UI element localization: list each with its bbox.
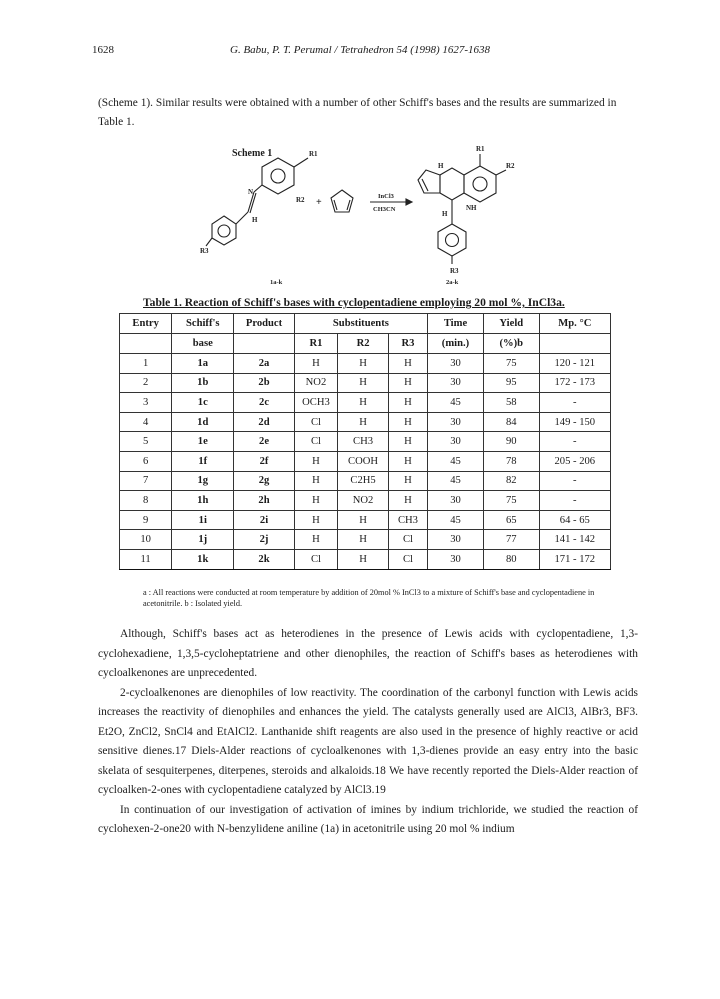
product-r3-label: R3 bbox=[450, 267, 459, 275]
table-row bbox=[120, 471, 611, 491]
cell-r3: H bbox=[388, 451, 427, 471]
cell-time: 45 bbox=[428, 451, 484, 471]
cell-mp: - bbox=[539, 491, 610, 511]
cell-r2: C2H5 bbox=[338, 471, 389, 491]
cell-yield: 58 bbox=[483, 393, 539, 413]
table-row bbox=[120, 510, 611, 530]
cell-yield: 75 bbox=[483, 354, 539, 374]
cell-time: 45 bbox=[428, 510, 484, 530]
cell-product: 2c bbox=[234, 393, 294, 413]
plus-sign: + bbox=[316, 197, 322, 208]
cell-r1: NO2 bbox=[294, 373, 337, 393]
table-row bbox=[120, 432, 611, 452]
product-h-label: H bbox=[438, 162, 444, 170]
cell-r1: H bbox=[294, 491, 337, 511]
cell-r1: OCH3 bbox=[294, 393, 337, 413]
cell-mp: 141 - 142 bbox=[539, 530, 610, 550]
cell-product: 2d bbox=[234, 412, 294, 432]
cell-yield: 95 bbox=[483, 373, 539, 393]
cell-entry: 3 bbox=[120, 393, 172, 413]
reactant-r1-label: R1 bbox=[309, 150, 318, 158]
cell-r1: H bbox=[294, 354, 337, 374]
cell-r3: H bbox=[388, 471, 427, 491]
cell-product: 2b bbox=[234, 373, 294, 393]
cell-r1: H bbox=[294, 510, 337, 530]
cell-r3: H bbox=[388, 412, 427, 432]
cell-r2: H bbox=[338, 530, 389, 550]
product-cyclopentene-ring bbox=[418, 170, 440, 193]
cell-r2: CH3 bbox=[338, 432, 389, 452]
cell-yield: 75 bbox=[483, 491, 539, 511]
cell-time: 30 bbox=[428, 412, 484, 432]
cell-r3: CH3 bbox=[388, 510, 427, 530]
table-row bbox=[120, 451, 611, 471]
cell-product: 2g bbox=[234, 471, 294, 491]
header-time-sub: (min.) bbox=[428, 334, 484, 354]
cell-mp: - bbox=[539, 471, 610, 491]
cell-base: 1c bbox=[172, 393, 234, 413]
cell-r2: H bbox=[338, 412, 389, 432]
footnote-b: b : Isolated yield. bbox=[184, 598, 243, 608]
cell-r3: H bbox=[388, 432, 427, 452]
table-row bbox=[120, 549, 611, 569]
header-product: Product bbox=[234, 314, 294, 334]
cell-r3: H bbox=[388, 491, 427, 511]
cell-mp: 149 - 150 bbox=[539, 412, 610, 432]
cell-mp: - bbox=[539, 432, 610, 452]
paragraph-1: Although, Schiff's bases act as heterodienes in the presence of Lewis acids with cyclopentadiene, 1,3-cyclohexadiene, 1,3,5-cycloheptatriene and other dienophiles, the reaction of Schiff's bases as heterodienes with cycloalkenones are unprecedented. bbox=[98, 628, 638, 679]
cell-r2: COOH bbox=[338, 451, 389, 471]
cell-entry: 5 bbox=[120, 432, 172, 452]
cell-entry: 10 bbox=[120, 530, 172, 550]
cell-r2: H bbox=[338, 373, 389, 393]
page-number: 1628 bbox=[92, 44, 114, 56]
header-substituents: Substituents bbox=[294, 314, 427, 334]
cell-product: 2e bbox=[234, 432, 294, 452]
cell-entry: 8 bbox=[120, 491, 172, 511]
cell-product: 2a bbox=[234, 354, 294, 374]
table-caption: Table 1. Reaction of Schiff's bases with cyclopentadiene employing 20 mol %, InCl3a. bbox=[143, 296, 565, 309]
cell-r2: H bbox=[338, 549, 389, 569]
body-text bbox=[98, 625, 638, 840]
cell-yield: 84 bbox=[483, 412, 539, 432]
table-1 bbox=[119, 313, 611, 570]
cell-yield: 82 bbox=[483, 471, 539, 491]
product-h2-label: H bbox=[442, 210, 448, 218]
cell-r1: H bbox=[294, 530, 337, 550]
cell-r2: NO2 bbox=[338, 491, 389, 511]
cell-base: 1i bbox=[172, 510, 234, 530]
cell-product: 2j bbox=[234, 530, 294, 550]
cell-base: 1b bbox=[172, 373, 234, 393]
paragraph-3: In continuation of our investigation of activation of imines by indium trichloride, we studied the reaction of cyclohexen-2-one20 with N-benzylidene aniline (1a) in acetonitrile using 20 mol % indium bbox=[98, 803, 638, 835]
cell-time: 45 bbox=[428, 471, 484, 491]
cell-mp: 64 - 65 bbox=[539, 510, 610, 530]
cell-time: 30 bbox=[428, 354, 484, 374]
cell-r1: Cl bbox=[294, 549, 337, 569]
cell-entry: 9 bbox=[120, 510, 172, 530]
cell-r1: H bbox=[294, 471, 337, 491]
cell-r2: H bbox=[338, 510, 389, 530]
scheme-diagram bbox=[200, 140, 530, 290]
header-mp-sub bbox=[539, 334, 610, 354]
cell-yield: 80 bbox=[483, 549, 539, 569]
cell-r2: H bbox=[338, 393, 389, 413]
cell-entry: 6 bbox=[120, 451, 172, 471]
cell-r3: H bbox=[388, 393, 427, 413]
reactant-r3-label: R3 bbox=[200, 247, 209, 255]
cell-entry: 1 bbox=[120, 354, 172, 374]
cell-base: 1h bbox=[172, 491, 234, 511]
product-compound-label: 2a-k bbox=[446, 279, 459, 286]
header-r3: R3 bbox=[388, 334, 427, 354]
header-r1: R1 bbox=[294, 334, 337, 354]
header-mp: Mp. °C bbox=[539, 314, 610, 334]
cell-product: 2f bbox=[234, 451, 294, 471]
header-entry: Entry bbox=[120, 314, 172, 334]
reactant-n-label: N bbox=[248, 188, 254, 196]
cell-yield: 78 bbox=[483, 451, 539, 471]
cell-r3: Cl bbox=[388, 530, 427, 550]
cell-entry: 2 bbox=[120, 373, 172, 393]
reagent-top: InCl3 bbox=[378, 193, 394, 200]
reagent-bottom: CH3CN bbox=[373, 206, 396, 213]
cell-r1: H bbox=[294, 451, 337, 471]
header-r2: R2 bbox=[338, 334, 389, 354]
header-product-sub bbox=[234, 334, 294, 354]
product-r2-label: R2 bbox=[506, 162, 515, 170]
cell-yield: 65 bbox=[483, 510, 539, 530]
cell-base: 1d bbox=[172, 412, 234, 432]
cell-product: 2i bbox=[234, 510, 294, 530]
cell-r2: H bbox=[338, 354, 389, 374]
cell-yield: 77 bbox=[483, 530, 539, 550]
cell-time: 30 bbox=[428, 373, 484, 393]
cell-base: 1e bbox=[172, 432, 234, 452]
table-row bbox=[120, 354, 611, 374]
cell-product: 2k bbox=[234, 549, 294, 569]
cell-yield: 90 bbox=[483, 432, 539, 452]
paragraph-2: 2-cycloalkenones are dienophiles of low reactivity. The coordination of the carbonyl function with Lewis acids increases the reactivity of dienophiles and enhances the yield. The catalysts generally used are AlCl3, AlBr3, BF3. Et2O, ZnCl2, SnCl4 and EtAlCl2. Lanthanide shift reagents are also used in the presence of highly reactive or acid sensitive dienes.17 Diels-Alder reactions of cycloalkenones with 1,3-dienes provide an easy entry into the basic skelata of sesquiterpenes, diterpenes, steroids and alkaloids.18 We have recently reported the Diels-Alder reaction of cycloalken-2-ones with cyclopentadiene catalyzed by AlCl3.19 bbox=[98, 686, 638, 796]
cell-time: 30 bbox=[428, 491, 484, 511]
cell-entry: 7 bbox=[120, 471, 172, 491]
cell-base: 1g bbox=[172, 471, 234, 491]
intro-paragraph: (Scheme 1). Similar results were obtained with a number of other Schiff's bases and the results are summarized in Table 1. bbox=[98, 97, 617, 128]
cell-time: 30 bbox=[428, 530, 484, 550]
table-row bbox=[120, 393, 611, 413]
footnote-a: a : All reactions were conducted at room temperature by addition of 20mol % InCl3 to a mixture of Schiff's base and cyclopentadiene in acetonitrile. bbox=[143, 588, 595, 608]
product-pendant-ring bbox=[438, 224, 466, 256]
cell-mp: 172 - 173 bbox=[539, 373, 610, 393]
product-aryl-ring bbox=[464, 166, 496, 202]
table-footnote bbox=[143, 588, 613, 609]
cell-product: 2h bbox=[234, 491, 294, 511]
cell-time: 45 bbox=[428, 393, 484, 413]
reactant-compound-label: 1a-k bbox=[270, 279, 283, 286]
cell-base: 1a bbox=[172, 354, 234, 374]
cell-r3: H bbox=[388, 354, 427, 374]
cell-base: 1j bbox=[172, 530, 234, 550]
header-entry-sub bbox=[120, 334, 172, 354]
header-yield-sub: (%)b bbox=[483, 334, 539, 354]
header-time: Time bbox=[428, 314, 484, 334]
cell-mp: 120 - 121 bbox=[539, 354, 610, 374]
table-row bbox=[120, 491, 611, 511]
reactant-h-label: H bbox=[252, 216, 258, 224]
table-row bbox=[120, 412, 611, 432]
scheme-title: Scheme 1 bbox=[232, 148, 273, 159]
reactant-r2-label: R2 bbox=[296, 196, 305, 204]
table-row bbox=[120, 530, 611, 550]
header-schiff: Schiff's bbox=[172, 314, 234, 334]
cell-base: 1f bbox=[172, 451, 234, 471]
table-row bbox=[120, 373, 611, 393]
cell-r1: Cl bbox=[294, 432, 337, 452]
cell-entry: 11 bbox=[120, 549, 172, 569]
cell-r1: Cl bbox=[294, 412, 337, 432]
cell-r3: Cl bbox=[388, 549, 427, 569]
cell-mp: 205 - 206 bbox=[539, 451, 610, 471]
running-citation: G. Babu, P. T. Perumal / Tetrahedron 54 (1998) 1627-1638 bbox=[230, 44, 491, 56]
reactant-aryl-ring bbox=[262, 158, 294, 194]
cell-mp: 171 - 172 bbox=[539, 549, 610, 569]
header-yield: Yield bbox=[483, 314, 539, 334]
cell-time: 30 bbox=[428, 432, 484, 452]
product-nh-label: NH bbox=[466, 204, 477, 212]
product-r1-label: R1 bbox=[476, 145, 485, 153]
cell-time: 30 bbox=[428, 549, 484, 569]
cell-r3: H bbox=[388, 373, 427, 393]
cell-entry: 4 bbox=[120, 412, 172, 432]
cell-mp: - bbox=[539, 393, 610, 413]
cell-base: 1k bbox=[172, 549, 234, 569]
header-schiff-sub: base bbox=[172, 334, 234, 354]
reactant-benzyl-ring bbox=[212, 216, 236, 245]
